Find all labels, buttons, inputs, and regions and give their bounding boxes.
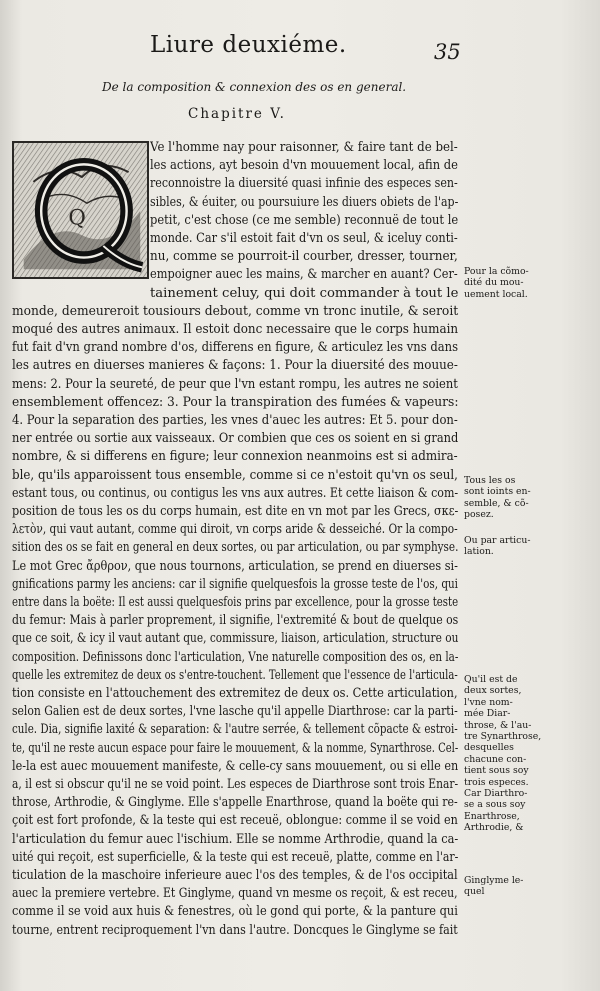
margin-note-line: throse, & l'au- xyxy=(464,719,532,731)
body-line: 4. Pour la separation des parties, les vnes d'auec les autres: Et 5. pour don- xyxy=(12,412,458,427)
margin-note-line: tre Synarthrose, xyxy=(464,731,542,743)
margin-note-line: quel xyxy=(464,886,485,898)
body-line: uité qui reçoit, est superficielle, & la teste qui est receuë, platte, comme en l'ar- xyxy=(12,848,459,864)
initial-letter: Q xyxy=(68,205,86,231)
section-heading: De la composition & connexion des os en general. xyxy=(102,80,407,94)
body-line: empoigner auec les mains, & marcher en auant? Cer- xyxy=(150,266,458,282)
margin-note-line: mée Diar- xyxy=(464,708,511,720)
body-line: tainement celuy, qui doit commander à tout le xyxy=(150,284,459,300)
body-line: ticulation de la maschoire inferieure auec l'os des temples, & de l'os occipital xyxy=(12,867,458,882)
body-line: sition des os se fait en general en deux sortes, ou par articulation, ou par symphyse. xyxy=(12,539,459,555)
body-line: te, qu'il ne reste aucun espace pour faire le mouuement, & la nomme, Synarthrose. Cel- xyxy=(12,739,459,755)
body-line: gnifications parmy les anciens: car il signifie quelquesfois la grosse teste de l'os, qui xyxy=(12,575,459,591)
body-line: nombre, & si differens en figure; leur connexion neanmoins est si admira- xyxy=(12,448,458,464)
body-line: quelle les extremitez de deux os s'entre-touchent. Tellement que l'essence de l'articula- xyxy=(12,666,458,682)
margin-note-line: semble, & cõ- xyxy=(464,497,529,509)
margin-note-line: chacune con- xyxy=(464,753,527,765)
margin-note-line: uement local. xyxy=(464,288,528,300)
body-line: composition. Definissons donc l'articulation, Vne naturelle composition des os, en la- xyxy=(12,648,459,664)
body-line: le-la est auec mouuement manifeste, & celle-cy sans mouuement, ou si elle en xyxy=(12,757,459,773)
margin-note-line: Enarthrose, xyxy=(464,810,520,822)
margin-note-line: Tous les os xyxy=(464,475,516,486)
margin-note-line: l'vne nom- xyxy=(464,696,513,708)
page-number: 35 xyxy=(434,40,461,64)
body-line: l'articulation du femur auec l'ischium. Elle se nomme Arthrodie, quand la ca- xyxy=(12,830,459,846)
margin-note xyxy=(464,674,574,834)
margin-note-line: Qu'il est de xyxy=(464,674,518,685)
margin-note-line: posez. xyxy=(464,509,494,521)
body-line: du femur: Mais à parler proprement, il signifie, l'extremité & bout de quelque os xyxy=(12,612,459,628)
body-line: auec la premiere vertebre. Et Ginglyme, quand vn mesme os reçoit, & est receu, xyxy=(12,885,458,901)
body-line: position de tous les os du corps humain, est dite en vn mot par les Grecs, σκε- xyxy=(12,503,459,518)
body-line: que ce soit, & icy il vaut autant que, commissure, liaison, articulation, structure ou xyxy=(12,630,459,646)
margin-note xyxy=(464,875,574,898)
body-line: estant tous, ou continus, ou contigus les vns aux autres. Et cette liaison & com- xyxy=(12,484,459,500)
body-line: comme il se void aux huis & fenestres, où le gond qui porte, & la panture qui xyxy=(12,903,458,919)
body-line: reconnoistre la diuersité quasi infinie des especes sen- xyxy=(150,175,458,191)
body-line: monde. Car s'il estoit fait d'vn os seul, & iceluy conti- xyxy=(150,230,458,245)
body-line: tion consiste en l'attouchement des extremitez de deux os. Cette articulation, xyxy=(12,685,458,700)
body-line: monde, demeureroit tousiours debout, comme vn tronc inutile, & seroit xyxy=(12,302,459,318)
body-line: les autres en diuerses manieres & façons: 1. Pour la diuersité des mouue- xyxy=(12,357,458,373)
body-line: entre dans la boëte: Il est aussi quelquesfois prins par excellence, pour la grosse teste xyxy=(12,594,459,609)
body-line: ensemblement offencez: 3. Pour la transpiration des fumées & vapeurs: xyxy=(12,393,459,409)
margin-note-line: deux sortes, xyxy=(464,685,522,697)
margin-note-line: tient sous soy xyxy=(464,765,529,777)
body-line: sibles, & éuiter, ou poursuiure les diuers obiets de l'ap- xyxy=(150,193,459,209)
running-head: Liure deuxiéme. xyxy=(150,32,347,58)
margin-note-line: desquelles xyxy=(464,742,514,754)
margin-note-line: Pour la cõmo- xyxy=(464,266,529,277)
body-line: a, il est si obscur qu'il ne se void point. Les especes de Diarthrose sont trois Enar- xyxy=(12,776,459,791)
body-line: nu, comme se pourroit-il courber, dresser, tourner, xyxy=(150,248,458,264)
body-line: λετὸν, qui vaut autant, comme qui diroit, vn corps aride & desseiché. Or la compo- xyxy=(12,521,458,537)
body-line: ble, qu'ils apparoissent tous ensemble, comme si ce n'estoit qu'vn os seul, xyxy=(12,466,458,482)
body-line: throse, Arthrodie, & Ginglyme. Elle s'appelle Enarthrose, quand la boëte qui re- xyxy=(12,794,458,810)
margin-note-line: Ginglyme le- xyxy=(464,875,524,886)
margin-note-line: se a sous soy xyxy=(464,799,526,811)
body-line: ner entrée ou sortie aux vaisseaux. Or combien que ces os soient en si grand xyxy=(12,430,459,446)
margin-note-line: Arthrodie, & xyxy=(464,822,524,834)
margin-note-line: dité du mou- xyxy=(464,277,524,289)
body-line: Ve l'homme nay pour raisonner, & faire tant de bel- xyxy=(150,139,458,154)
body-line: fut fait d'vn grand nombre d'os, differens en figure, & articulez les vns dans xyxy=(12,339,459,355)
body-line: petit, c'est chose (ce me semble) reconnuë de tout le xyxy=(150,211,459,227)
body-line: selon Galien est de deux sortes, l'vne lasche qu'il appelle Diarthrose: car la parti- xyxy=(12,703,458,719)
body-line: tourne, entrent reciproquement l'vn dans l'autre. Doncques le Ginglyme se fait xyxy=(12,921,458,937)
body-line: cule. Dia, signifie laxité & separation: & l'autre serrée, & tellement cõpacte & estroi- xyxy=(12,721,458,737)
margin-note-line: Car Diarthro- xyxy=(464,788,528,800)
body-line: çoit est fort profonde, & la teste qui est receuë, oblongue: comme il se void en xyxy=(12,812,458,828)
body-line: les actions, ayt besoin d'vn mouuement local, afin de xyxy=(150,157,458,173)
margin-note-line: trois especes. xyxy=(464,776,529,788)
margin-note-line: Ou par articu- xyxy=(464,535,531,546)
body-line: mens: 2. Pour la seureté, de peur que l'vn estant rompu, les autres ne soient xyxy=(12,375,458,391)
margin-note xyxy=(464,475,574,521)
margin-note-line: sont ioints en- xyxy=(464,486,531,498)
margin-note-line: lation. xyxy=(464,546,494,558)
margin-note xyxy=(464,535,574,558)
body-line: Le mot Grec ἄρθρον, que nous tournons, articulation, se prend en diuerses si- xyxy=(12,557,458,573)
body-line: moqué des autres animaux. Il estoit donc necessaire que le corps humain xyxy=(12,321,459,336)
chapter-heading: Chapitre V. xyxy=(188,106,286,122)
margin-note xyxy=(464,266,574,300)
